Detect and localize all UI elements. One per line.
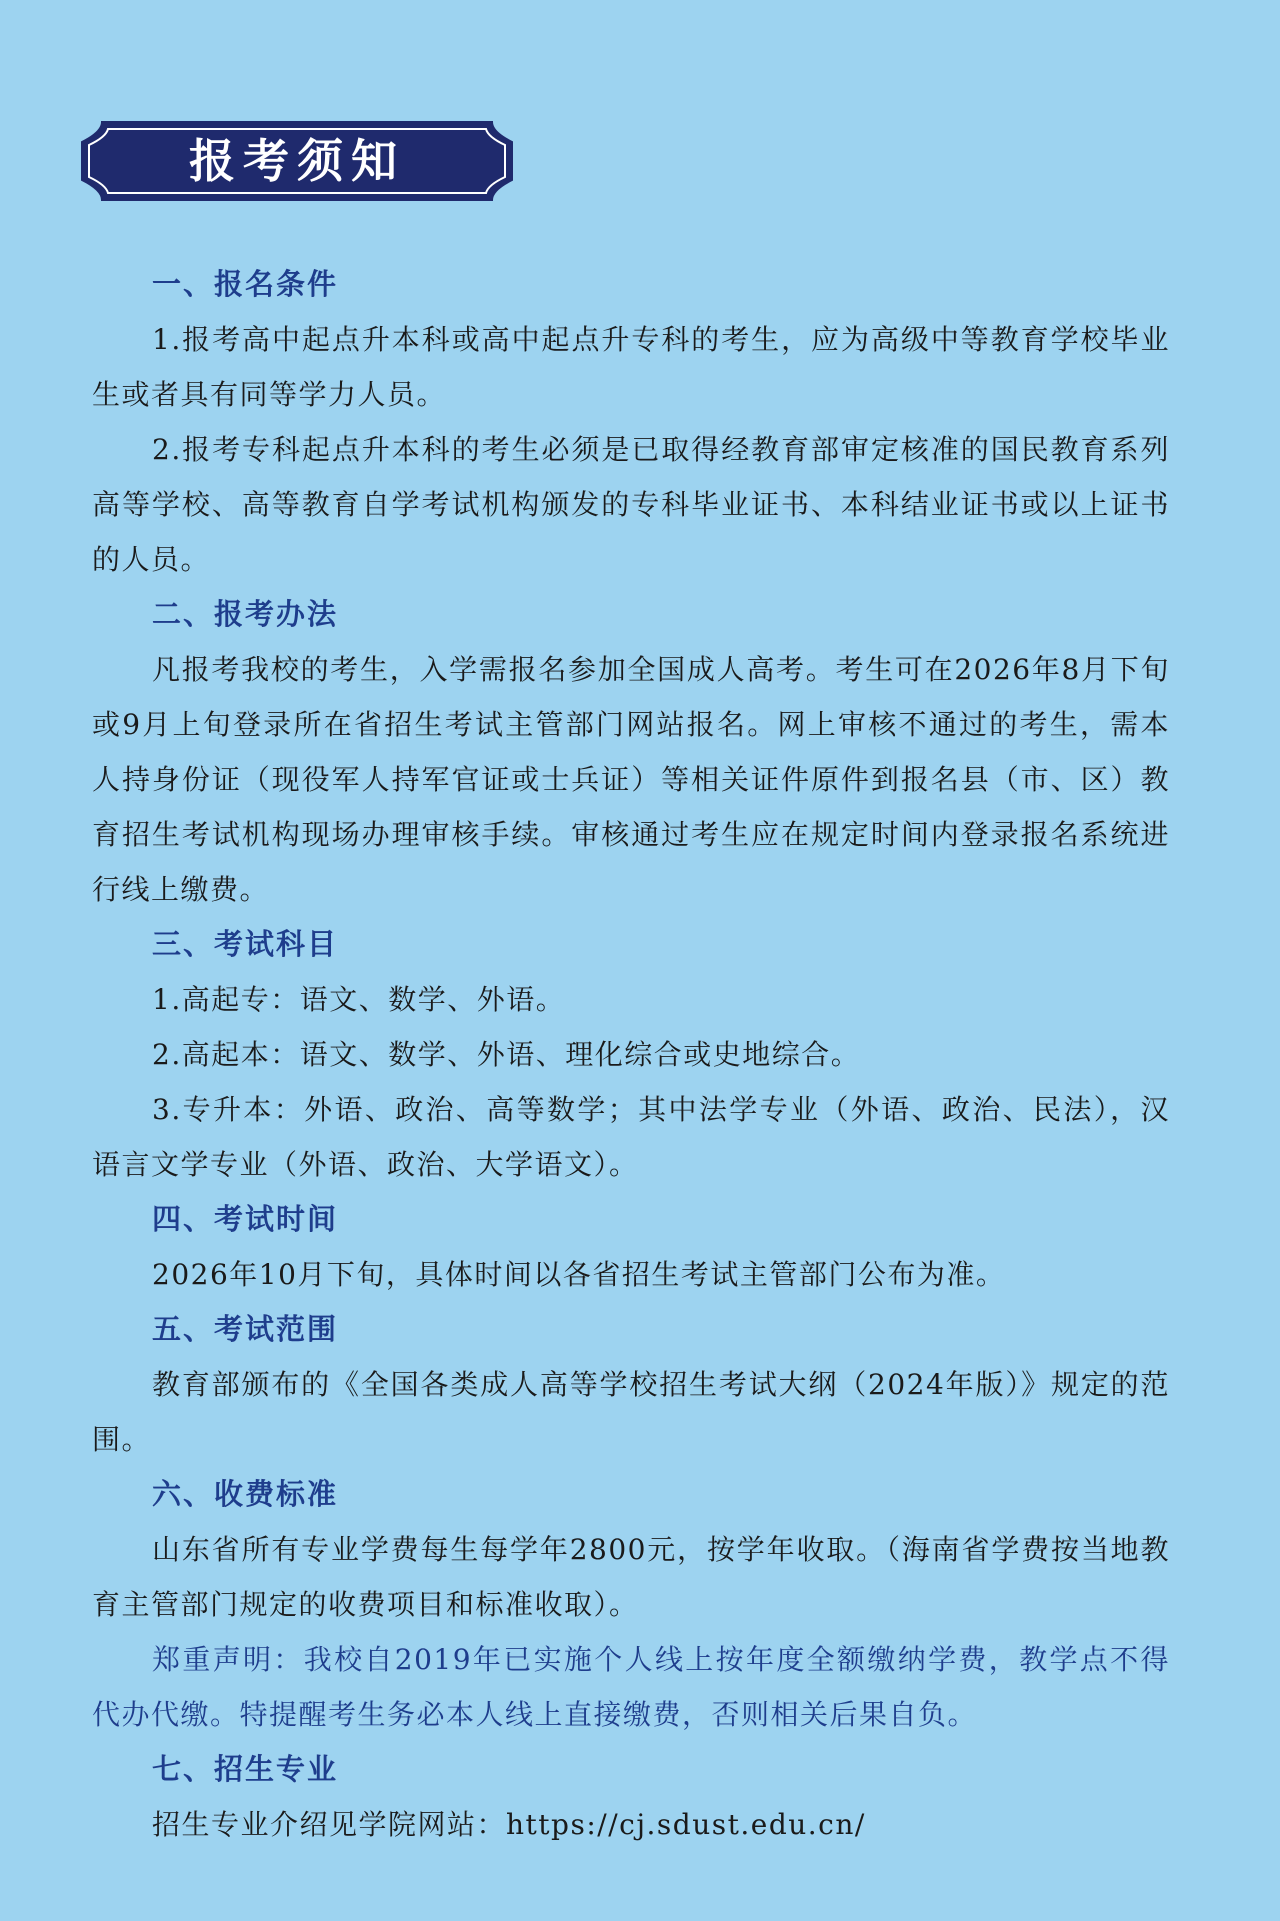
website-paragraph: 招生专业介绍见学院网站：https://cj.sdust.edu.cn/	[152, 1808, 866, 1841]
paragraph: 山东省所有专业学费每生每学年2800元，按学年收取。（海南省学费按当地教育主管部门规定的收费项目和标准收取）。	[92, 1533, 1170, 1621]
paragraph: 2.报考专科起点升本科的考生必须是已取得经教育部审定核准的国民教育系列高等学校、高等教育自学考试机构颁发的专科毕业证书、本科结业证书或以上证书的人员。	[92, 433, 1170, 576]
paragraph: 2026年10月下旬，具体时间以各省招生考试主管部门公布为准。	[152, 1258, 1006, 1291]
paragraph: 凡报考我校的考生，入学需报名参加全国成人高考。考生可在2026年8月下旬或9月上旬登录所在省招生考试主管部门网站报名。网上审核不通过的考生，需本人持身份证（现役军人持军官证或士兵证）等相关证件原件到报名县（市、区）教育招生考试机构现场办理审核手续。审核通过考生应在规定时间内登录报名系统进行线上缴费。	[92, 653, 1170, 906]
section-majors	[92, 1742, 1170, 1852]
notice-content	[92, 257, 1170, 1852]
paragraph: 教育部颁布的《全国各类成人高等学校招生考试大纲（2024年版）》规定的范围。	[92, 1368, 1170, 1456]
section-exam-subjects	[92, 917, 1170, 1192]
section-eligibility	[92, 257, 1170, 587]
section-heading: 二、报考办法	[152, 597, 339, 631]
paragraph: 2.高起本：语文、数学、外语、理化综合或史地综合。	[152, 1038, 861, 1071]
paragraph: 1.报考高中起点升本科或高中起点升专科的考生，应为高级中等教育学校毕业生或者具有同等学力人员。	[92, 323, 1170, 411]
paragraph: 3.专升本：外语、政治、高等数学；其中法学专业（外语、政治、民法），汉语言文学专业（外语、政治、大学语文）。	[92, 1093, 1170, 1181]
section-exam-scope	[92, 1302, 1170, 1467]
section-heading: 五、考试范围	[152, 1312, 339, 1346]
title-banner	[80, 120, 514, 202]
section-heading: 七、招生专业	[152, 1752, 339, 1786]
section-heading: 三、考试科目	[152, 927, 339, 961]
section-application-method	[92, 587, 1170, 917]
page-title: 报考须知	[189, 134, 405, 188]
section-exam-time	[92, 1192, 1170, 1302]
section-heading: 四、考试时间	[152, 1202, 339, 1236]
paragraph: 1.高起专：语文、数学、外语。	[152, 983, 566, 1016]
section-heading: 一、报名条件	[152, 267, 339, 301]
section-heading: 六、收费标准	[152, 1477, 339, 1511]
section-fee-standard	[92, 1467, 1170, 1742]
solemn-declaration: 郑重声明：我校自2019年已实施个人线上按年度全额缴纳学费，教学点不得代办代缴。特提醒考生务必本人线上直接缴费，否则相关后果自负。	[92, 1643, 1170, 1731]
